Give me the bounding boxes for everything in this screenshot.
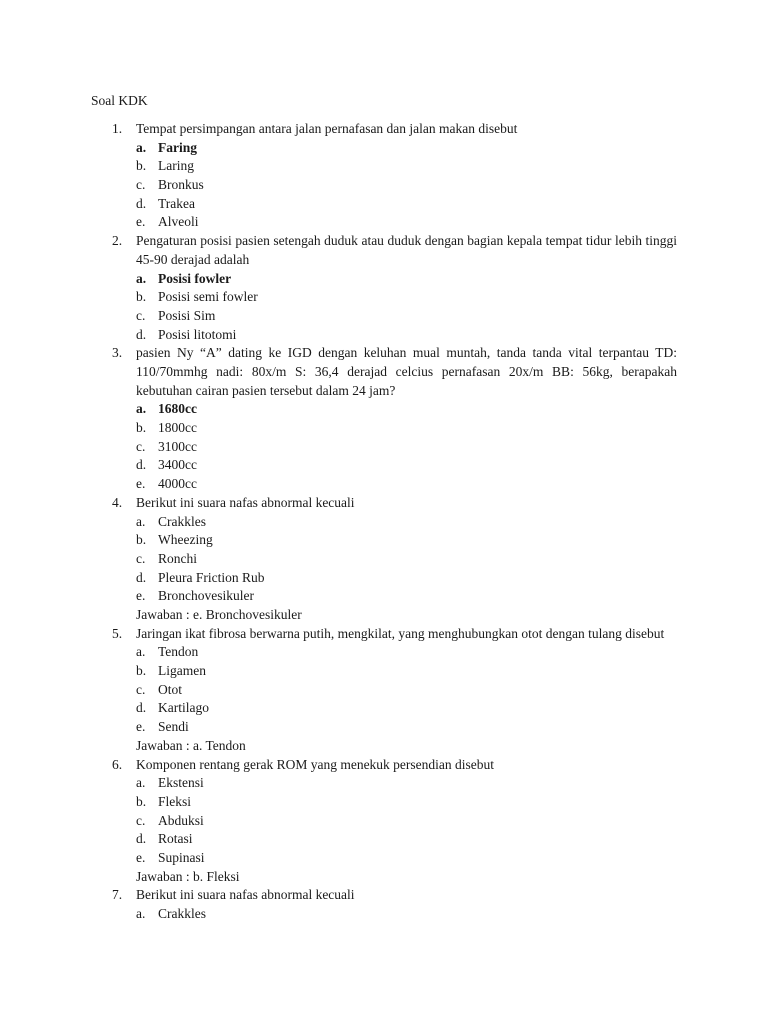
option-letter: c.	[136, 438, 146, 454]
option-letter: b.	[136, 532, 147, 548]
question-1	[0, 120, 768, 232]
question-number: 7.	[112, 887, 123, 903]
option-text: 1800cc	[158, 420, 197, 436]
option-a	[0, 905, 768, 924]
option-letter: c.	[136, 812, 146, 828]
question-number: 1.	[112, 121, 123, 136]
option-text: 4000cc	[158, 476, 197, 492]
question-text: Komponen rentang gerak ROM yang menekuk persendian disebut	[136, 756, 495, 772]
option-letter: a.	[136, 513, 146, 529]
option-e	[0, 587, 768, 606]
question-text: Berikut ini suara nafas abnormal kecuali	[136, 887, 355, 903]
document-title: Soal KDK	[91, 93, 148, 108]
option-letter: a.	[136, 139, 147, 155]
question-text: Tempat persimpangan antara jalan pernafasan dan jalan makan disebut	[136, 121, 518, 136]
option-letter: d.	[136, 326, 147, 342]
option-letter: e.	[136, 476, 146, 492]
option-text: Pleura Friction Rub	[158, 569, 265, 585]
option-text: Posisi semi fowler	[158, 289, 258, 305]
option-letter: e.	[136, 214, 146, 230]
question-2	[0, 232, 768, 344]
option-a	[0, 139, 768, 158]
option-text: Ekstensi	[158, 775, 204, 791]
option-d	[0, 569, 768, 588]
option-text: Abduksi	[158, 812, 204, 828]
option-a	[0, 643, 768, 662]
option-text: Crakkles	[158, 906, 206, 922]
question-6	[0, 756, 768, 887]
question-text: pasien Ny “A” dating ke IGD dengan keluhan mual muntah, tanda tanda vital terpantau TD: 110/70mmhg nadi: 80x/m S: 36,4 derajad celcius pernafasan 20x/m BB: 56kg, berapakah kebutuhan cairan pasien tersebut dalam 24 jam?	[136, 345, 677, 398]
option-letter: a.	[136, 775, 146, 791]
option-letter: d.	[136, 700, 147, 716]
question-text: Jaringan ikat fibrosa berwarna putih, mengkilat, yang menghubungkan otot dengan tulang disebut	[136, 625, 665, 641]
option-text: Fleksi	[158, 793, 192, 809]
question-number: 2.	[112, 233, 123, 249]
question-text: Pengaturan posisi pasien setengah duduk atau duduk dengan bagian kepala tempat tidur lebih tinggi 45-90 derajad adalah	[136, 233, 677, 267]
option-d	[0, 326, 768, 345]
option-letter: d.	[136, 831, 147, 847]
option-text: Supinasi	[158, 849, 205, 865]
answer-key: Jawaban : e. Bronchovesikuler	[136, 606, 302, 622]
option-text: Wheezing	[158, 532, 213, 548]
option-letter: a.	[136, 270, 147, 286]
option-a	[0, 513, 768, 532]
option-letter: c.	[136, 307, 146, 323]
option-c	[0, 550, 768, 569]
option-letter: e.	[136, 588, 146, 604]
option-letter: e.	[136, 719, 146, 735]
option-c	[0, 812, 768, 831]
question-number: 3.	[112, 345, 123, 361]
question-list	[0, 120, 768, 924]
option-letter: b.	[136, 158, 147, 174]
option-text: Ligamen	[158, 663, 206, 679]
answer-key: Jawaban : b. Fleksi	[136, 868, 240, 884]
option-c	[0, 681, 768, 700]
option-a	[0, 400, 768, 419]
option-letter: b.	[136, 663, 147, 679]
option-text: Trakea	[158, 195, 195, 211]
answer-key: Jawaban : a. Tendon	[136, 737, 246, 753]
option-text: 3400cc	[158, 457, 197, 473]
option-b	[0, 531, 768, 550]
option-c	[0, 307, 768, 326]
option-text: Kartilago	[158, 700, 209, 716]
option-letter: c.	[136, 550, 146, 566]
option-letter: d.	[136, 569, 147, 585]
option-text: Alveoli	[158, 214, 199, 230]
question-3	[0, 344, 768, 494]
option-letter: c.	[136, 681, 146, 697]
option-b	[0, 419, 768, 438]
option-letter: e.	[136, 849, 146, 865]
option-a	[0, 774, 768, 793]
option-a	[0, 270, 768, 289]
option-text: 1680cc	[158, 401, 197, 417]
option-e	[0, 849, 768, 868]
option-d	[0, 830, 768, 849]
option-text: 3100cc	[158, 438, 197, 454]
question-number: 5.	[112, 625, 123, 641]
option-text: Ronchi	[158, 550, 197, 566]
option-letter: a.	[136, 906, 146, 922]
option-b	[0, 157, 768, 176]
question-number: 6.	[112, 756, 123, 772]
option-text: Tendon	[158, 644, 199, 660]
option-e	[0, 213, 768, 232]
option-text: Posisi fowler	[158, 270, 232, 286]
option-d	[0, 456, 768, 475]
option-b	[0, 793, 768, 812]
option-text: Laring	[158, 158, 194, 174]
option-text: Otot	[158, 681, 183, 697]
option-letter: a.	[136, 401, 147, 417]
option-text: Rotasi	[158, 831, 193, 847]
option-text: Crakkles	[158, 513, 206, 529]
question-text: Berikut ini suara nafas abnormal kecuali	[136, 494, 355, 510]
option-letter: b.	[136, 420, 147, 436]
option-b	[0, 288, 768, 307]
option-letter: d.	[136, 195, 147, 211]
option-letter: b.	[136, 289, 147, 305]
option-text: Sendi	[158, 719, 189, 735]
option-letter: b.	[136, 793, 147, 809]
question-4	[0, 494, 768, 625]
question-7	[0, 886, 768, 923]
option-text: Posisi Sim	[158, 307, 216, 323]
option-c	[0, 438, 768, 457]
option-e	[0, 475, 768, 494]
option-b	[0, 662, 768, 681]
option-e	[0, 718, 768, 737]
option-d	[0, 699, 768, 718]
option-text: Bronchovesikuler	[158, 588, 254, 604]
option-text: Bronkus	[158, 177, 204, 193]
option-letter: c.	[136, 177, 146, 193]
question-number: 4.	[112, 494, 123, 510]
option-d	[0, 195, 768, 214]
option-letter: d.	[136, 457, 147, 473]
option-text: Posisi litotomi	[158, 326, 237, 342]
question-5	[0, 625, 768, 756]
option-text: Faring	[158, 139, 197, 155]
option-c	[0, 176, 768, 195]
option-letter: a.	[136, 644, 146, 660]
